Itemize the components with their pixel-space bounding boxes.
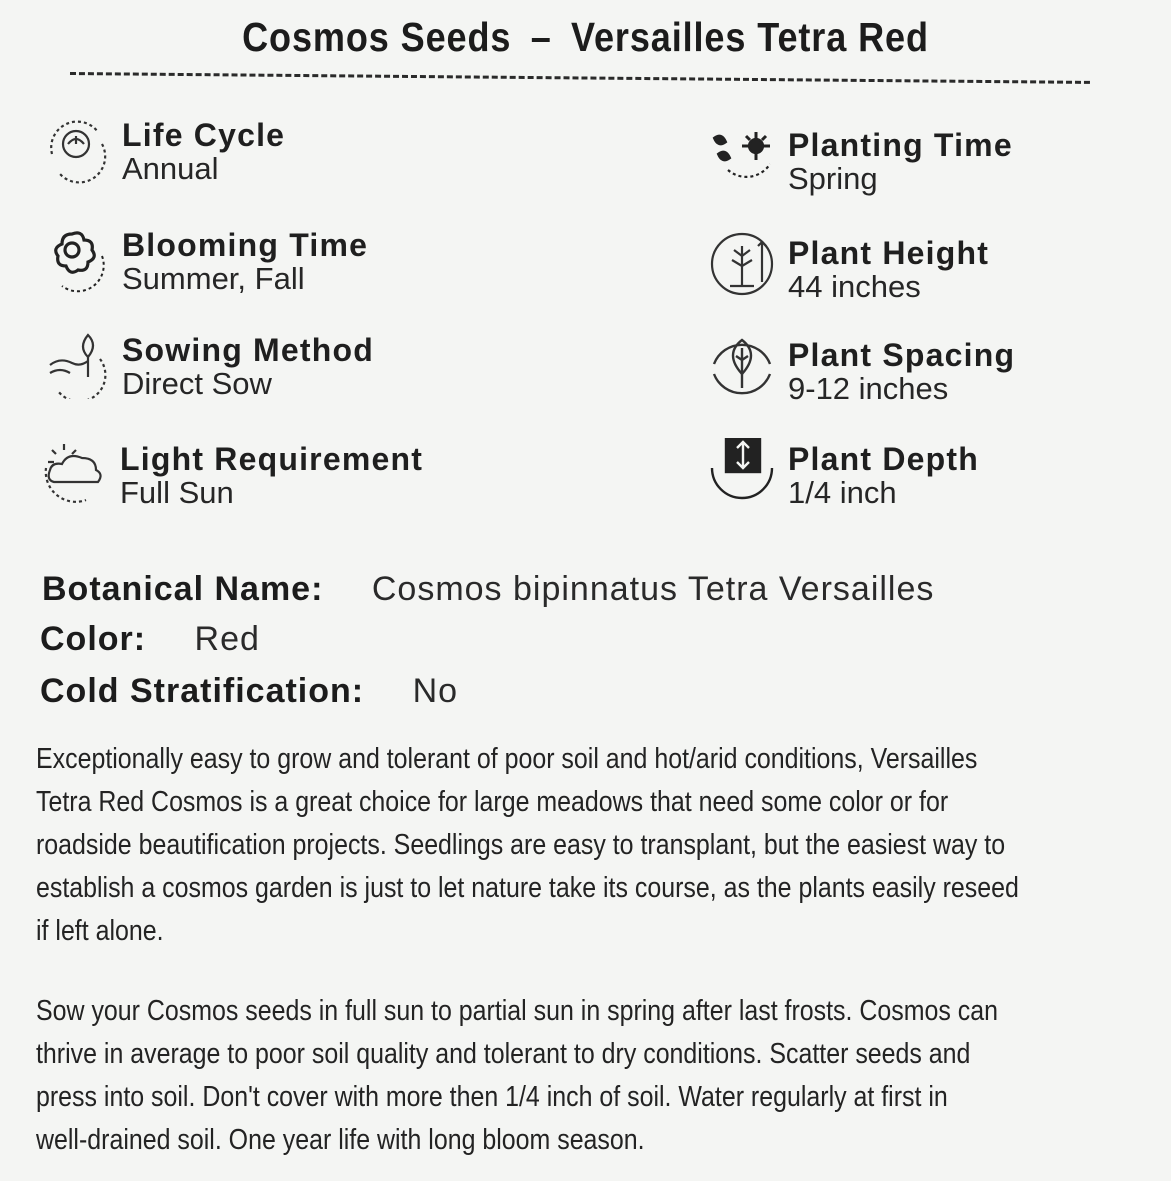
spec-botanical-name	[42, 570, 934, 609]
sun-cloud-icon	[40, 438, 110, 508]
attr-plant-spacing	[708, 338, 1015, 406]
sowing-hand-icon	[42, 329, 112, 399]
planting-time-value: Spring	[788, 161, 878, 196]
blooming-time-value: Summer, Fall	[122, 261, 305, 296]
attr-life-cycle	[42, 118, 285, 186]
seedling-cycle-icon	[42, 114, 112, 184]
title-product: Cosmos Seeds	[242, 14, 512, 60]
leaf-flower-icon	[708, 124, 778, 194]
leaf-spacing-icon	[708, 334, 778, 404]
plant-depth-value: 1/4 inch	[788, 475, 897, 510]
flower-icon	[42, 224, 112, 294]
cold-stratification-label: Cold Stratification:	[40, 672, 365, 710]
light-requirement-label: Light Requirement	[120, 441, 424, 477]
paragraph-line: press into soil. Don't cover with more then 1/4 inch of soil. Water regularly at first in	[36, 1081, 948, 1113]
paragraph-line: thrive in average to poor soil quality and tolerant to dry conditions. Scatter seeds and	[36, 1038, 971, 1070]
cold-stratification-value: No	[412, 672, 459, 710]
spec-color	[40, 620, 260, 659]
description-paragraph-1	[36, 738, 1137, 953]
paragraph-line: Sow your Cosmos seeds in full sun to partial sun in spring after last frosts. Cosmos can	[36, 995, 999, 1027]
plant-depth-label: Plant Depth	[788, 441, 979, 477]
attr-planting-time	[708, 128, 1013, 196]
dashed-divider	[70, 72, 1090, 84]
attr-sowing-method	[42, 333, 374, 401]
paragraph-line: Exceptionally easy to grow and tolerant of poor soil and hot/arid conditions, Versailles	[36, 743, 978, 775]
paragraph-line: if left alone.	[36, 915, 164, 947]
attr-blooming-time	[42, 228, 368, 296]
paragraph-line: roadside beautification projects. Seedlings are easy to transplant, but the easiest way to	[36, 829, 1006, 861]
page-title	[70, 14, 1100, 61]
title-variety: Versailles Tetra Red	[571, 14, 929, 60]
color-label: Color:	[40, 620, 147, 658]
plant-spacing-value: 9-12 inches	[788, 371, 949, 406]
attr-plant-height	[708, 236, 989, 304]
blooming-time-label: Blooming Time	[122, 227, 369, 263]
plant-spacing-label: Plant Spacing	[788, 337, 1016, 373]
plant-height-value: 44 inches	[788, 269, 921, 304]
paragraph-line: Tetra Red Cosmos is a great choice for large meadows that need some color or for	[36, 786, 949, 818]
attr-light-requirement	[40, 442, 423, 510]
life-cycle-value: Annual	[122, 151, 219, 186]
light-requirement-value: Full Sun	[120, 475, 234, 510]
sowing-method-value: Direct Sow	[122, 366, 272, 401]
paragraph-line: well-drained soil. One year life with long bloom season.	[36, 1124, 645, 1156]
planting-time-label: Planting Time	[788, 127, 1013, 163]
attr-plant-depth	[708, 442, 979, 510]
color-value: Red	[194, 620, 260, 658]
spec-cold-stratification	[40, 672, 458, 711]
tree-height-icon	[708, 232, 778, 302]
title-dash: –	[530, 14, 552, 60]
paragraph-line: establish a cosmos garden is just to let nature take its course, as the plants easily reseed	[36, 872, 1019, 904]
plant-height-label: Plant Height	[788, 235, 990, 271]
life-cycle-label: Life Cycle	[122, 117, 286, 153]
sowing-method-label: Sowing Method	[122, 332, 375, 368]
botanical-name-label: Botanical Name:	[42, 570, 324, 608]
botanical-name-value: Cosmos bipinnatus Tetra Versailles	[371, 570, 935, 608]
depth-arrow-icon	[708, 438, 778, 508]
description-paragraph-2	[36, 990, 1137, 1162]
